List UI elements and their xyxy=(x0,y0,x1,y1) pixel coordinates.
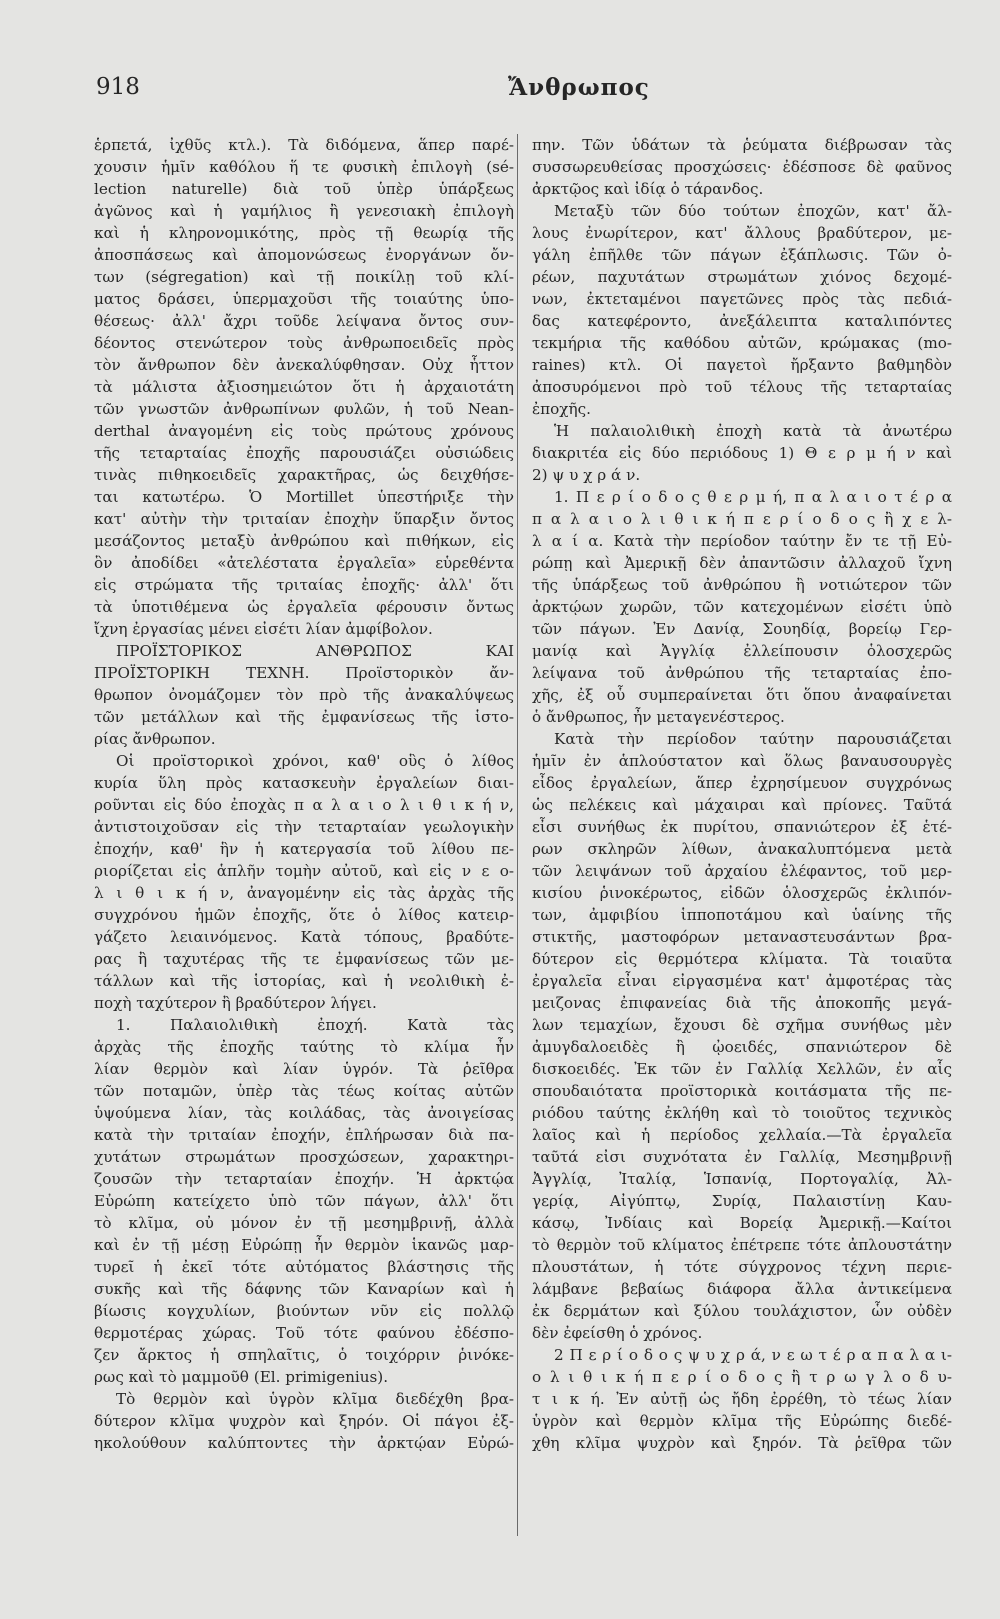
text-line: καὶ ἐν τῇ μέσῃ Εὐρώπῃ ἦν θερμὸν ἱκανῶς μαρ- xyxy=(94,1236,514,1254)
text-line: ὑψούμενα λίαν, τὰς κοιλάδας, τὰς ἀνοιγείσας xyxy=(94,1104,514,1122)
text-line: ἀρκτῴων χωρῶν, τῶν κατεχομένων εἰσέτι ὑπὸ xyxy=(532,598,952,616)
text-line: 1. Π ε ρ ί ο δ ο ς θ ε ρ μ ή, π α λ α ι ο τ έ ρ α xyxy=(554,488,952,506)
text-line: δισκοειδές. Ἐκ τῶν ἐν Γαλλίᾳ Χελλῶν, ἐν αἷς xyxy=(532,1060,952,1078)
text-line: 2) ψ υ χ ρ ά ν. xyxy=(532,466,641,484)
text-line: ΠΡΟΪΣΤΟΡΙΚΟΣ ΑΝΘΡΩΠΟΣ ΚΑΙ xyxy=(116,642,514,660)
text-line: Ἀγγλίᾳ, Ἰταλίᾳ, Ἱσπανίᾳ, Πορτογαλίᾳ, Ἀλ- xyxy=(532,1170,952,1188)
text-line: λείψανα τοῦ ἀνθρώπου τῆς τεταρταίας ἐπο- xyxy=(532,664,952,682)
left-column xyxy=(94,134,514,1454)
text-line: Οἱ προϊστορικοὶ χρόνοι, καθ' οὓς ὁ λίθος xyxy=(116,752,514,770)
text-line: ἀμυγδαλοειδὲς ἢ ᾠοειδές, σπανιώτερον δὲ xyxy=(532,1038,952,1056)
text-line: κατὰ τὴν τριταίαν ἐποχήν, ἐπλήρωσαν διὰ πα- xyxy=(94,1126,514,1144)
text-line: ριορίζεται εἰς ἁπλῆν τομὴν αὐτοῦ, καὶ εἰς ν ε ο- xyxy=(94,862,514,880)
text-line: τάλλων καὶ τῆς ἱστορίας, καὶ ἡ νεολιθικὴ ἐ- xyxy=(94,972,514,990)
text-line: ὑγρὸν καὶ θερμὸν κλῖμα τῆς Εὐρώπης διεδέ- xyxy=(532,1412,952,1430)
text-line: βίωσις κογχυλίων, βιούντων νῦν εἰς πολλῷ xyxy=(94,1302,514,1320)
text-line: ποχὴ ταχύτερον ἢ βραδύτερον λήγει. xyxy=(94,994,377,1012)
text-line: τὰ μάλιστα ἀξιοσημειώτον ὅτι ἡ ἀρχαιοτάτη xyxy=(94,378,514,396)
text-line: κατ' αὐτὴν τὴν τριταίαν ἐποχὴν ὕπαρξιν ὄντος xyxy=(94,510,514,528)
page-header xyxy=(0,70,1000,110)
text-line: Τὸ θερμὸν καὶ ὑγρὸν κλῖμα διεδέχθη βρα- xyxy=(116,1390,514,1408)
text-line: τῶν ποταμῶν, ὑπὲρ τὰς τέως κοίτας αὐτῶν xyxy=(94,1082,514,1100)
text-line: ηκολούθουν καλύπτοντες τὴν ἀρκτῴαν Εὐρώ- xyxy=(94,1434,514,1452)
text-line: λους ἐνωρίτερον, κατ' ἄλλους βραδύτερον, με- xyxy=(532,224,952,242)
text-line: χυτάτων στρωμάτων προσχώσεων, χαρακτηρι- xyxy=(94,1148,514,1166)
text-line: ζεν ἄρκτος ἡ σπηλαῖτις, ὁ τοιχόρριν ῥινόκε- xyxy=(94,1346,514,1364)
text-line: μανίᾳ καὶ Ἀγγλίᾳ ἐλλείπουσιν ὁλοσχερῶς xyxy=(532,642,952,660)
text-line: ἐποχήν, καθ' ἣν ἡ κατεργασία τοῦ λίθου πε- xyxy=(94,840,514,858)
text-line: ρώπῃ καὶ Ἀμερικῇ δὲν ἀπαντῶσιν ἀλλαχοῦ ἴχνη xyxy=(532,554,952,572)
text-line: χῆς, ἐξ οὗ συμπεραίνεται ὅτι ὅπου ἀναφαίνεται xyxy=(532,686,952,704)
text-line: νων, ἐκτεταμένοι παγετῶνες πρὸς τὰς πεδιά- xyxy=(532,290,952,308)
text-line: ἀγῶνος καὶ ἡ γαμήλιος ἢ γενεσιακὴ ἐπιλογὴ xyxy=(94,202,514,220)
text-line: στικτῆς, μαστοφόρων μεταναστευσάντων βρα- xyxy=(532,928,952,946)
text-line: τὸ κλῖμα, οὐ μόνον ἐν τῇ μεσημβρινῇ, ἀλλὰ xyxy=(94,1214,514,1232)
text-line: τὰ ὑποτιθέμενα ὡς ἐργαλεῖα φέρουσιν ὄντως xyxy=(94,598,514,616)
text-line: Ἡ παλαιολιθικὴ ἐποχὴ κατὰ τὰ ἀνωτέρω xyxy=(554,422,952,440)
text-line: τινὰς πιθηκοειδεῖς χαρακτῆρας, ὡς δειχθήσε- xyxy=(94,466,514,484)
text-line: ὁ ἄνθρωπος, ἦν μεταγενέστερος. xyxy=(532,708,785,726)
text-line: ἀποσπάσεως καὶ ἀπομονώσεως ἐνοργάνων ὄν- xyxy=(94,246,514,264)
text-line: συκῆς καὶ τῆς δάφνης τῶν Καναρίων καὶ ἡ xyxy=(94,1280,514,1298)
text-line: τῶν πάγων. Ἐν Δανίᾳ, Σουηδίᾳ, βορείῳ Γερ- xyxy=(532,620,952,638)
text-line: ζουσῶν τὴν τεταρταίαν ἐποχήν. Ἡ ἀρκτῴα xyxy=(94,1170,514,1188)
text-line: των, ἀμφιβίου ἱπποποτάμου καὶ ὑαίνης τῆς xyxy=(532,906,952,924)
text-line: τεκμήρια τῆς καθόδου αὐτῶν, κρώμακας (mo- xyxy=(532,334,952,352)
text-line: ματος δράσει, ὑπερμαχοῦσι τῆς τοιαύτης ὑπο- xyxy=(94,290,514,308)
text-line: λίαν θερμὸν καὶ λίαν ὑγρόν. Τὰ ῥεῖθρα xyxy=(94,1060,514,1078)
text-line: θερμοτέρας χώρας. Τοῦ τότε φαύνου ἐδέσπο- xyxy=(94,1324,514,1342)
column-divider xyxy=(517,134,518,1536)
text-line: ἐργαλεῖα εἶναι εἰργασμένα κατ' ἀμφοτέρας τὰς xyxy=(532,972,952,990)
text-line: θέσεως· ἀλλ' ἄχρι τοῦδε λείψανα ὄντος συν- xyxy=(94,312,514,330)
text-line: Εὐρώπη κατείχετο ὑπὸ τῶν πάγων, ἀλλ' ὅτι xyxy=(94,1192,514,1210)
text-line: τῶν γνωστῶν ἀνθρωπίνων φυλῶν, ἡ τοῦ Nean- xyxy=(94,400,514,418)
text-line: 2 Π ε ρ ί ο δ ο ς ψ υ χ ρ ά, ν ε ω τ έ ρ α π α λ α ι- xyxy=(554,1346,952,1364)
text-line: ἀντιστοιχοῦσαν εἰς τὴν τεταρταίαν γεωλογικὴν xyxy=(94,818,514,836)
text-line: derthal ἀναγομένη εἰς τοὺς πρώτους χρόνους xyxy=(94,422,514,440)
text-line: εἰς στρώματα τῆς τριταίας ἐποχῆς· ἀλλ' ὅτι xyxy=(94,576,514,594)
text-line: lection naturelle) διὰ τοῦ ὑπὲρ ὑπάρξεως xyxy=(94,180,514,198)
text-line: raines) κτλ. Οἱ παγετοὶ ἤρξαντο βαθμηδὸν xyxy=(532,356,952,374)
text-line: ρας ἢ ταχυτέρας τῆς τε ἐμφανίσεως τῶν με- xyxy=(94,950,514,968)
text-line: τὸν ἄνθρωπον δὲν ἀνεκαλύφθησαν. Οὐχ ἧττον xyxy=(94,356,514,374)
text-line: ἡμῖν ἐν ἁπλούστατον καὶ ὅλως βαναυσουργὲς xyxy=(532,752,952,770)
text-line: Μεταξὺ τῶν δύο τούτων ἐποχῶν, κατ' ἄλ- xyxy=(554,202,952,220)
text-line: ρίας ἄνθρωπον. xyxy=(94,730,216,748)
text-line: χουσιν ἡμῖν καθόλου ἥ τε φυσικὴ ἐπιλογὴ (sé- xyxy=(94,158,514,176)
text-line: ρως καὶ τὸ μαμμοῦθ (El. primigenius). xyxy=(94,1368,389,1386)
text-line: ἐποχῆς. xyxy=(532,400,591,418)
text-line: ο λ ι θ ι κ ή π ε ρ ί ο δ ο ς ἢ τ ρ ω γ λ ο δ υ- xyxy=(532,1368,952,1386)
text-line: εἶσι συνήθως ἐκ πυρίτου, σπανιώτερον ἐξ ἑτέ- xyxy=(532,818,952,836)
text-line: τῆς ὑπάρξεως τοῦ ἀνθρώπου ἢ νοτιώτερον τῶν xyxy=(532,576,952,594)
text-line: ταῦτά εἰσι συχνότατα ἐν Γαλλίᾳ, Μεσημβρινῇ xyxy=(532,1148,952,1166)
text-line: ἀποσυρόμενοι πρὸ τοῦ τέλους τῆς τεταρταίας xyxy=(532,378,952,396)
text-line: δας κατεφέροντο, ἀνεξάλειπτα καταλιπόντες xyxy=(532,312,952,330)
text-line: σπουδαιότατα προϊστορικὰ κοιτάσματα τῆς πε- xyxy=(532,1082,952,1100)
text-line: ρέων, παχυτάτων στρωμάτων χιόνος δεχομέ- xyxy=(532,268,952,286)
text-line: θρωπον ὀνομάζομεν τὸν πρὸ τῆς ἀνακαλύψεως xyxy=(94,686,514,704)
text-line: τὸ θερμὸν τοῦ κλίματος ἐπέτρεπε τότε ἀπλουστάτην xyxy=(532,1236,952,1254)
text-line: εἶδος ἐργαλείων, ἅπερ ἐχρησίμευον συγχρόνως xyxy=(532,774,952,792)
text-line: συγχρόνου ἡμῶν ἐποχῆς, ὅτε ὁ λίθος κατειρ- xyxy=(94,906,514,924)
text-line: ὡς πελέκεις καὶ μάχαιραι καὶ πρίονες. Ταῦτά xyxy=(532,796,952,814)
text-line: κισίου ῥινοκέρωτος, εἰδῶν ὁλοσχερῶς ἐκλιπόν- xyxy=(532,884,952,902)
text-line: συσσωρευθείσας προσχώσεις· ἐδέσποσε δὲ φαῦνος xyxy=(532,158,952,176)
text-line: ἑρπετά, ἰχθῦς κτλ.). Τὰ διδόμενα, ἅπερ παρέ- xyxy=(94,136,514,154)
text-line: π α λ α ι ο λ ι θ ι κ ή π ε ρ ί ο δ ο ς ἢ χ ε λ- xyxy=(532,510,952,528)
text-line: λάμβανε βεβαίως διάφορα ἄλλα ἀντικείμενα xyxy=(532,1280,952,1298)
running-title: Ἄνθρωπος xyxy=(508,74,650,101)
text-line: διακριτέα εἰς δύο περιόδους 1) Θ ε ρ μ ή ν καὶ xyxy=(532,444,952,462)
text-line: ἀρχὰς τῆς ἐποχῆς ταύτης τὸ κλίμα ἦν xyxy=(94,1038,514,1056)
text-line: δύτερον εἰς θερμότερα κλίματα. Τὰ τοιαῦτα xyxy=(532,950,952,968)
right-column xyxy=(532,134,952,1454)
text-line: κυρία ὕλη πρὸς κατασκευὴν ἐργαλείων διαι- xyxy=(94,774,514,792)
text-line: τῶν μετάλλων καὶ τῆς ἐμφανίσεως τῆς ἱστο- xyxy=(94,708,514,726)
text-line: χθη κλῖμα ψυχρὸν καὶ ξηρόν. Τὰ ῥεῖθρα τῶν xyxy=(532,1434,952,1452)
text-line: λ α ί α. Κατὰ τὴν περίοδον ταύτην ἔν τε τῇ Εὐ- xyxy=(532,532,952,550)
text-line: δέοντος στενώτερον τοὺς ἀνθρωποειδεῖς πρὸς xyxy=(94,334,514,352)
text-line: λαῖος καὶ ἡ περίοδος χελλαία.—Τὰ ἐργαλεῖα xyxy=(532,1126,952,1144)
text-line: γερίᾳ, Αἰγύπτῳ, Συρίᾳ, Παλαιστίνῃ Καυ- xyxy=(532,1192,952,1210)
text-line: ριόδου ταύτης ἐκλήθη καὶ τὸ τοιοῦτος τεχνικὸς xyxy=(532,1104,952,1122)
text-line: ροῦνται εἰς δύο ἐποχὰς π α λ α ι ο λ ι θ ι κ ή ν, xyxy=(94,796,514,814)
text-line: μεσάζοντος μεταξὺ ἀνθρώπου καὶ πιθήκων, εἰς xyxy=(94,532,514,550)
text-line: δύτερον κλῖμα ψυχρὸν καὶ ξηρόν. Οἱ πάγοι ἐξ- xyxy=(94,1412,514,1430)
text-line: καὶ ἡ κληρονομικότης, πρὸς τῇ θεωρίᾳ τῆς xyxy=(94,224,514,242)
text-line: μειζονας ἐπιφανείας διὰ τῆς ἀποκοπῆς μεγά- xyxy=(532,994,952,1012)
text-line: τῶν λειψάνων τοῦ ἀρχαίου ἐλέφαντος, τοῦ μερ- xyxy=(532,862,952,880)
text-line: τ ι κ ή. Ἐν αὐτῇ ὡς ἤδη ἐρρέθη, τὸ τέως λίαν xyxy=(532,1390,952,1408)
text-line: κάσῳ, Ἰνδίαις καὶ Βορείᾳ Ἀμερικῇ.—Καίτοι xyxy=(532,1214,952,1232)
text-line: Κατὰ τὴν περίοδον ταύτην παρουσιάζεται xyxy=(554,730,952,748)
text-line: ΠΡΟΪΣΤΟΡΙΚΗ ΤΕΧΝΗ. Προϊστορικὸν ἄν- xyxy=(94,664,514,682)
text-line: ρων σκληρῶν λίθων, ἀνακαλυπτόμενα μετὰ xyxy=(532,840,952,858)
text-line: γάζετο λειαινόμενος. Κατὰ τόπους, βραδύτε- xyxy=(94,928,514,946)
text-line: ἴχνη ἐργασίας μένει εἰσέτι λίαν ἀμφίβολον. xyxy=(94,620,433,638)
text-line: ἀρκτῷος καὶ ἰδίᾳ ὁ τάρανδος. xyxy=(532,180,764,198)
text-line: ται κατωτέρω. Ὁ Mortillet ὑπεστήριξε τὴν xyxy=(94,488,514,506)
text-line: των (ségregation) καὶ τῇ ποικίλῃ τοῦ κλί- xyxy=(94,268,514,286)
text-line: δὲν ἐφείσθη ὁ χρόνος. xyxy=(532,1324,703,1342)
text-line: γάλη ἐπῆλθε τῶν πάγων ἐξάπλωσις. Τῶν ὀ- xyxy=(532,246,952,264)
text-line: ἐκ δερμάτων καὶ ξύλου τουλάχιστον, ὧν οὐδὲν xyxy=(532,1302,952,1320)
text-line: τυρεῖ ἡ ἐκεῖ τότε αὐτόματος βλάστησις τῆς xyxy=(94,1258,514,1276)
text-line: ὃν ἀποδίδει «ἀτελέστατα ἐργαλεῖα» εὑρεθέντα xyxy=(94,554,514,572)
text-line: λ ι θ ι κ ή ν, ἀναγομένην εἰς τὰς ἀρχὰς τῆς xyxy=(94,884,514,902)
text-line: τῆς τεταρταίας ἐποχῆς παρουσιάζει οὐσιώδεις xyxy=(94,444,514,462)
text-line: λων τεμαχίων, ἔχουσι δὲ σχῆμα συνήθως μὲν xyxy=(532,1016,952,1034)
text-line: πην. Τῶν ὑδάτων τὰ ῥεύματα διέβρωσαν τὰς xyxy=(532,136,952,154)
page-number: 918 xyxy=(96,74,140,100)
text-line: 1. Παλαιολιθικὴ ἐποχή. Κατὰ τὰς xyxy=(116,1016,514,1034)
text-line: πλουστάτων, ἡ τότε σύγχρονος τέχνη περιε- xyxy=(532,1258,952,1276)
